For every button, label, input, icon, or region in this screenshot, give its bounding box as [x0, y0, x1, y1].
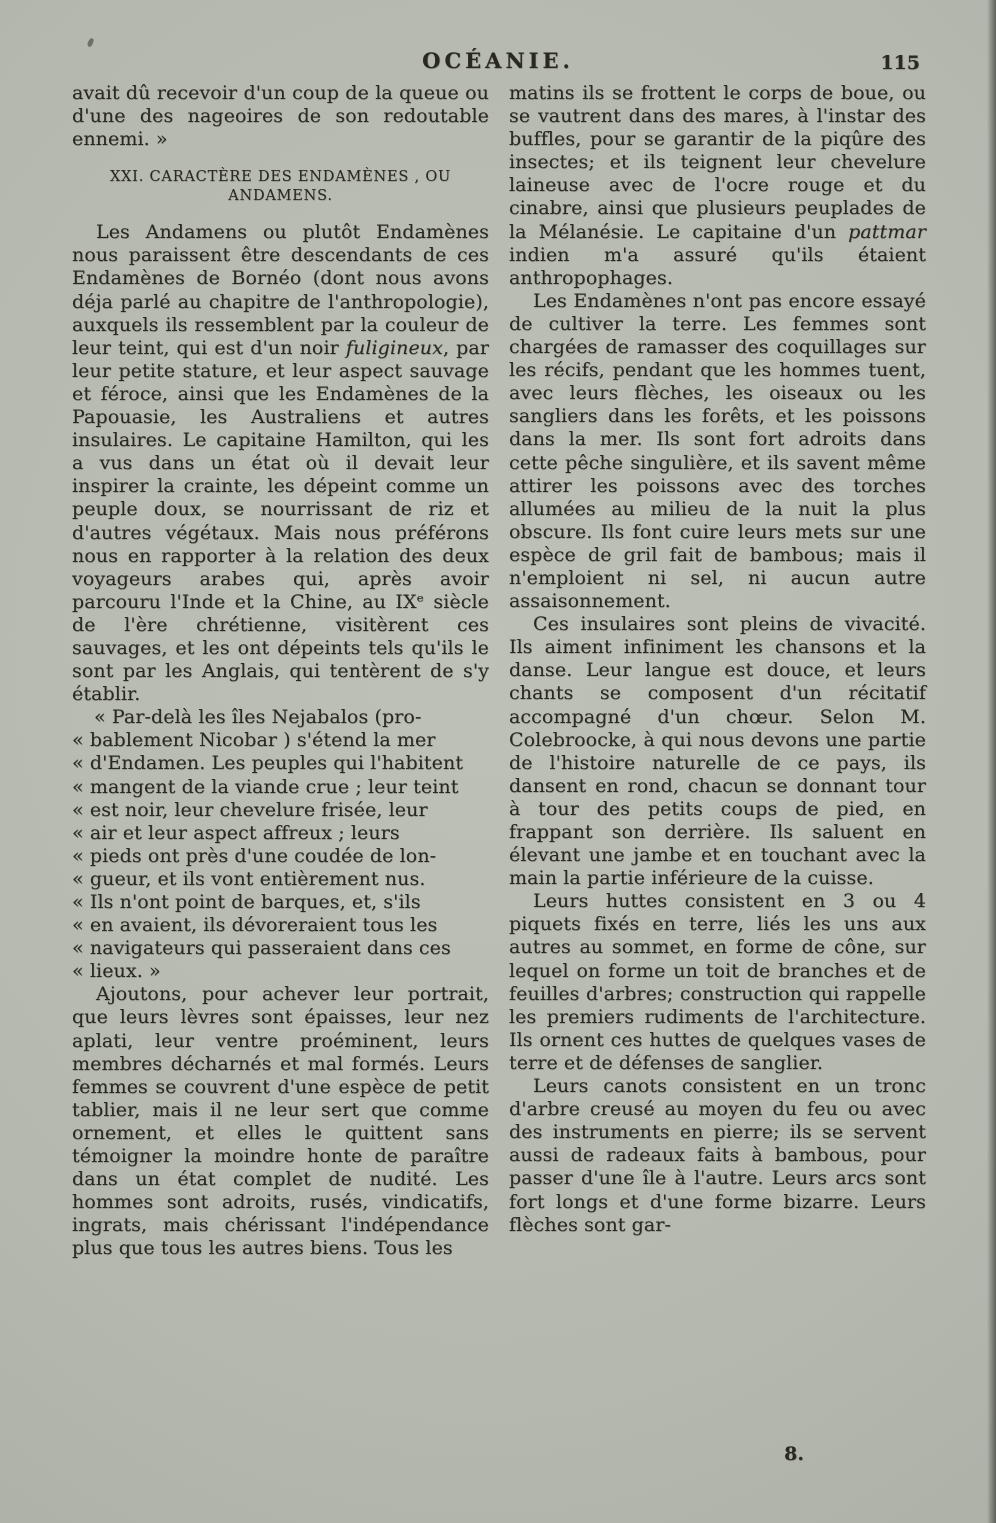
paragraph-andamens	[72, 221, 489, 706]
section-heading	[72, 168, 489, 206]
quote-line: « bablement Nicobar ) s'étend la mer	[72, 729, 436, 752]
page-number: 115	[880, 52, 920, 74]
quote-line: « Ils n'ont point de barques, et, s'ils	[72, 891, 421, 913]
paragraph-culture: Les Endamènes n'ont pas encore essayé de cultiver la terre. Les femmes sont chargées de ramasser des coquillages sur les récifs, pendant que les hommes tuent, avec leurs flèches, les oiseaux ou les sangliers dans les forêts, et les poissons dans la mer. Ils sont fort adroits dans cette pêche singulière, et ils savent même attirer les poissons avec des torches allumées au milieu de la nuit la plus obscure. Ils font cuire leurs mets sur une espèce de gril fait de bambous; mais il n'emploient ni sel, ni aucun autre assaisonnement.	[509, 289, 926, 613]
paragraph-text: matins ils se frottent le corps de boue, ou se vautrent dans des mares, à l'instar des buffles, pour se garantir de la piqûre des insectes; et ils teignent leur chevelure laineuse avec de l'ocre rouge et du cinabre, ainsi que plusieurs peuplades de la Mélanésie. Le capitaine d'un	[509, 82, 926, 243]
paragraph-continuation-left: avait dû recevoir d'un coup de la queue ou d'une des nageoires de son redoutable ennemi. »	[72, 82, 489, 151]
signature-mark: 8.	[784, 1443, 804, 1465]
quote-line: « navigateurs qui passeraient dans ces	[72, 937, 451, 960]
quote-line: « Par-delà les îles Nejabalos (pro-	[94, 706, 422, 729]
quote-line: « d'Endamen. Les peuples qui l'habitent	[72, 752, 464, 775]
paragraph-canots: Leurs canots consistent en un tronc d'arbre creusé au moyen du feu ou avec des instruments en pierre; ils se servent aussi de radeaux faits à bambous, pour passer d'une île à l'autre. Leurs arcs sont fort longs et d'une forme bizarre. Leurs flèches sont gar-	[509, 1075, 926, 1236]
quote-line: « gueur, et ils vont entièrement nus.	[72, 867, 426, 890]
section-heading-line-2: ANDAMENS.	[228, 188, 333, 205]
paragraph-text: indien m'a assuré qu'ils étaient anthropophages.	[509, 243, 926, 289]
quote-line: « est noir, leur chevelure frisée, leur	[72, 798, 428, 821]
quote-line: « pieds ont près d'une coudée de lon-	[72, 844, 437, 867]
paragraph-text: , par leur petite stature, et leur aspect sauvage et féroce, ainsi que les Endamènes de la Papouasie, les Australiens et autres insulaires. Le capitaine Hamilton, qui les a vus dans un état où il devait leur inspirer la crainte, les dépeint comme un peuple doux, se nourrissant de riz et d'autres végétaux. Mais nous préférons nous en rapporter à la relation des deux voyageurs arabes qui, après avoir parcouru l'Inde et la Chine, au IXᵉ siècle de l'ère chrétienne, visitèrent ces sauvages, et les ont dépeints tels qu'ils le sont par les Anglais, qui tentèrent de s'y établir.	[72, 336, 490, 706]
paragraph-text: Les Andamens ou plutôt Endamènes nous paraissent être descendants de ces Endamènes de Bornéo (dont nous avons déja parlé au chapitre de l'anthropologie), auxquels ils ressemblent par la couleur de leur teint, qui est d'un noir	[72, 221, 489, 359]
left-column	[72, 82, 489, 1261]
right-column	[509, 82, 926, 1261]
quote-line: « lieux. »	[72, 960, 161, 983]
quote-line: « mangent de la viande crue ; leur teint	[72, 775, 459, 798]
paragraph-huttes: Leurs huttes consistent en 3 ou 4 piquets fixés en terre, liés les uns aux autres au sommet, en forme de cône, sur lequel on forme un toit de branches et de feuilles d'arbres; construction qui rappelle les premiers rudiments de l'architecture. Ils ornent ces huttes de quelques vases de terre et de défenses de sanglier.	[509, 890, 926, 1074]
running-title: OCÉANIE.	[422, 48, 574, 73]
italic-word: fuligineux	[345, 336, 443, 359]
quote-line: « en avaient, ils dévoreraient tous les	[72, 914, 438, 937]
italic-word: pattmar	[848, 220, 926, 243]
paragraph-danse: Ces insulaires sont pleins de vivacité. Ils aiment infiniment les chansons et la danse. Leur langue est douce, et leurs chants se composent d'un récitatif accompagné d'un chœur. Selon M. Colebroocke, à qui nous devons une partie de l'histoire naturelle de ce pays, ils dansent en rond, chacun se donnant tour à tour des petits coups de pied, en frappant son derrière. Ils saluent en élevant une jambe et en touchant avec la main la partie inférieure de la cuisse.	[509, 613, 926, 890]
paragraph-ajoutons: Ajoutons, pour achever leur portrait, que leurs lèvres sont épaisses, leur nez aplati, leur ventre proéminent, leurs membres décharnés et mal formés. Leurs femmes se couvrent d'une espèce de petit tablier, mais il ne leur sert que comme ornement, et elles le quittent sans témoigner la moindre honte de paraître dans un état complet de nudité. Les hommes sont adroits, rusés, vindicatifs, ingrats, mais chérissant l'indépendance plus que tous les autres biens. Tous les	[72, 983, 489, 1260]
quote-line: « air et leur aspect affreux ; leurs	[72, 821, 400, 844]
text-columns	[0, 78, 996, 1261]
section-heading-line-1: XXI. CARACTÈRE DES ENDAMÈNES , OU	[109, 169, 452, 186]
paragraph-continuation-right	[509, 82, 926, 290]
page-edge-shadow	[987, 0, 996, 1523]
quoted-passage	[72, 706, 489, 983]
page-header	[0, 0, 996, 78]
